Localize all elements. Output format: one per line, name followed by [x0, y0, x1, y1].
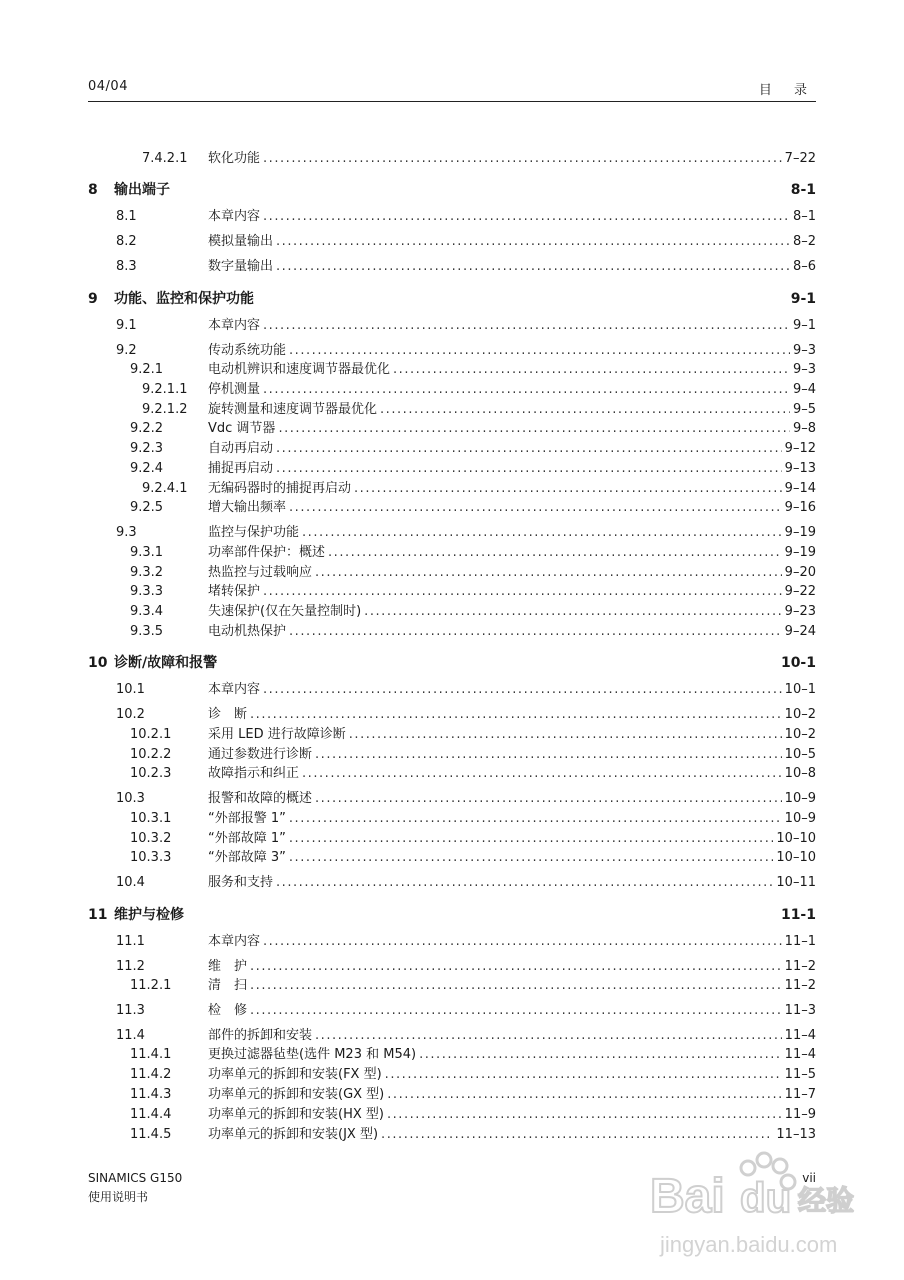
toc-entry-number: 11.3 — [116, 1003, 145, 1018]
toc-entry-number: 11.4 — [116, 1028, 145, 1043]
toc-section-row[interactable] — [0, 830, 904, 848]
toc-page-number: 9–16 — [784, 500, 816, 515]
toc-entry-title: 通过参数进行诊断 — [208, 747, 313, 762]
toc-page-number: 9–23 — [784, 604, 816, 619]
toc-page-number: 10-1 — [780, 655, 816, 671]
footer-page-number: vii — [802, 1171, 816, 1185]
toc-page-number: 11–7 — [784, 1087, 816, 1102]
toc-dot-leader — [315, 1027, 782, 1045]
toc-section-row[interactable] — [0, 460, 904, 478]
toc-section-row[interactable] — [0, 524, 904, 542]
toc-entry-number: 8.1 — [116, 209, 137, 224]
toc-dot-leader — [263, 208, 790, 226]
toc-entry-number: 10.2.3 — [130, 766, 172, 781]
toc-section-row[interactable] — [0, 401, 904, 419]
footer-product: SINAMICS G150 — [88, 1171, 183, 1185]
toc-dot-leader — [289, 623, 782, 641]
toc-entry-title: 功率单元的拆卸和安装(FX 型) — [208, 1067, 382, 1082]
toc-chapter-row[interactable] — [0, 905, 904, 925]
toc-entry-title: 本章内容 — [208, 934, 261, 949]
toc-section-row[interactable] — [0, 977, 904, 995]
toc-chapter-row[interactable] — [0, 289, 904, 309]
toc-entry-number: 9.2.4.1 — [142, 481, 188, 496]
toc-entry-number: 7.4.2.1 — [142, 151, 188, 166]
toc-page-number: 9–8 — [792, 421, 816, 436]
toc-entry-title: 旋转测量和速度调节器最优化 — [208, 402, 378, 417]
toc-dot-leader — [250, 977, 782, 995]
toc-dot-leader — [387, 1106, 782, 1124]
toc-page-number: 9–1 — [792, 318, 816, 333]
toc-entry-number: 9.2.2 — [130, 421, 164, 436]
toc-entry-title: 停机测量 — [208, 382, 261, 397]
toc-entry-number: 11.2.1 — [130, 978, 172, 993]
toc-entry-number: 9.2.1.1 — [142, 382, 188, 397]
toc-entry-number: 9.2.1 — [130, 362, 164, 377]
toc-entry-number: 10.3.3 — [130, 850, 172, 865]
toc-entry-title: 电动机辨识和速度调节器最优化 — [208, 362, 391, 377]
toc-page-number: 10–1 — [784, 682, 816, 697]
toc-dot-leader — [250, 958, 782, 976]
toc-dot-leader — [263, 150, 782, 168]
toc-section-row[interactable] — [0, 603, 904, 621]
toc-entry-number: 9.3.4 — [130, 604, 164, 619]
toc-section-row[interactable] — [0, 1002, 904, 1020]
toc-dot-leader — [276, 440, 782, 458]
toc-page-number: 10–10 — [776, 831, 816, 846]
toc-dot-leader — [289, 342, 790, 360]
toc-dot-leader — [387, 1086, 781, 1104]
toc-entry-title: 无编码器时的捕捉再启动 — [208, 481, 352, 496]
toc-section-row[interactable] — [0, 208, 904, 226]
toc-dot-leader — [302, 524, 782, 542]
toc-entry-number: 11 — [88, 907, 108, 923]
toc-entry-title: 报警和故障的概述 — [208, 791, 313, 806]
toc-entry-title: 本章内容 — [208, 318, 261, 333]
toc-entry-number: 9.1 — [116, 318, 137, 333]
toc-page-number: 8–1 — [792, 209, 816, 224]
toc-page-number: 10–9 — [784, 791, 816, 806]
toc-entry-number: 11.2 — [116, 959, 145, 974]
toc-page-number: 10–11 — [776, 875, 816, 890]
toc-entry-title: 失速保护(仅在矢量控制时) — [208, 604, 362, 619]
toc-section-row[interactable] — [0, 1046, 904, 1064]
toc-section-row[interactable] — [0, 874, 904, 892]
toc-dot-leader — [276, 233, 790, 251]
toc-dot-leader — [278, 420, 790, 438]
toc-entry-number: 9 — [88, 291, 98, 307]
toc-dot-leader — [302, 765, 782, 783]
toc-page-number: 10–8 — [784, 766, 816, 781]
toc-dot-leader — [354, 480, 782, 498]
toc-entry-number: 9.3.1 — [130, 545, 164, 560]
toc-page-number: 10–2 — [784, 727, 816, 742]
toc-section-row[interactable] — [0, 342, 904, 360]
toc-dot-leader — [263, 933, 782, 951]
toc-entry-number: 8 — [88, 182, 98, 198]
toc-section-row[interactable] — [0, 706, 904, 724]
toc-entry-title: 输出端子 — [114, 182, 170, 198]
toc-entry-title: 捕捉再启动 — [208, 461, 274, 476]
toc-section-row[interactable] — [0, 480, 904, 498]
toc-section-row[interactable] — [0, 1027, 904, 1045]
watermark-url: jingyan.baidu.com — [660, 1232, 838, 1257]
toc-entry-number: 11.4.3 — [130, 1087, 172, 1102]
toc-section-row[interactable] — [0, 1066, 904, 1084]
baidu-jingyan-watermark — [630, 1140, 865, 1265]
toc-entry-title: Vdc 调节器 — [208, 421, 276, 436]
toc-section-row[interactable] — [0, 440, 904, 458]
toc-page-number: 8-1 — [790, 182, 816, 198]
toc-page-number: 9–19 — [784, 525, 816, 540]
toc-entry-number: 9.3 — [116, 525, 137, 540]
toc-entry-title: “外部报警 1” — [208, 811, 286, 826]
toc-page-number: 9–3 — [792, 343, 816, 358]
toc-dot-leader — [276, 874, 773, 892]
watermark-brand: Bai — [650, 1170, 725, 1223]
toc-entry-number: 9.2.1.2 — [142, 402, 188, 417]
toc-dot-leader — [276, 258, 790, 276]
toc-entry-number: 11.4.1 — [130, 1047, 172, 1062]
toc-section-row[interactable] — [0, 726, 904, 744]
toc-page-number: 8–2 — [792, 234, 816, 249]
toc-entry-number: 10.3 — [116, 791, 145, 806]
toc-entry-number: 10 — [88, 655, 108, 671]
toc-dot-leader — [250, 1002, 782, 1020]
toc-section-row[interactable] — [0, 499, 904, 517]
toc-entry-title: 电动机热保护 — [208, 624, 287, 639]
toc-page-number: 10–5 — [784, 747, 816, 762]
toc-section-row[interactable] — [0, 233, 904, 251]
toc-entry-title: 自动再启动 — [208, 441, 274, 456]
toc-dot-leader — [289, 849, 774, 867]
toc-section-row[interactable] — [0, 810, 904, 828]
toc-page-number: 11–3 — [784, 1003, 816, 1018]
header-section-title: 目 录 — [758, 83, 816, 98]
toc-section-row[interactable] — [0, 958, 904, 976]
toc-entry-number: 8.2 — [116, 234, 137, 249]
toc-page-number: 7–22 — [784, 151, 816, 166]
toc-page-number: 9–4 — [792, 382, 816, 397]
toc-entry-number: 10.3.2 — [130, 831, 172, 846]
toc-entry-title: “外部故障 3” — [208, 850, 286, 865]
toc-entry-title: 维护与检修 — [114, 907, 184, 923]
toc-entry-title: 堵转保护 — [208, 584, 261, 599]
toc-entry-title: 功率部件保护：概述 — [208, 545, 326, 560]
toc-entry-number: 9.2.4 — [130, 461, 164, 476]
toc-entry-number: 9.3.2 — [130, 565, 164, 580]
toc-entry-title: 更换过滤器毡垫(选件 M23 和 M54) — [208, 1047, 417, 1062]
toc-entry-title: 软化功能 — [208, 151, 261, 166]
toc-section-row[interactable] — [0, 765, 904, 783]
toc-entry-number: 10.2.1 — [130, 727, 172, 742]
toc-page-number: 11-1 — [780, 907, 816, 923]
toc-entry-number: 11.4.2 — [130, 1067, 172, 1082]
toc-page-number: 11–2 — [784, 978, 816, 993]
toc-entry-title: 故障指示和纠正 — [208, 766, 300, 781]
toc-dot-leader — [289, 810, 782, 828]
toc-entry-number: 11.1 — [116, 934, 145, 949]
watermark-brand-du: du — [740, 1174, 792, 1221]
toc-section-row[interactable] — [0, 564, 904, 582]
footer-doc-title: 使用说明书 — [88, 1190, 149, 1204]
toc-entry-title: 采用 LED 进行故障诊断 — [208, 727, 346, 742]
toc-section-row[interactable] — [0, 849, 904, 867]
toc-entry-title: 功率单元的拆卸和安装(GX 型) — [208, 1087, 385, 1102]
toc-section-row[interactable] — [0, 583, 904, 601]
toc-dot-leader — [349, 726, 782, 744]
toc-dot-leader — [289, 830, 774, 848]
toc-section-row[interactable] — [0, 361, 904, 379]
toc-section-row[interactable] — [0, 317, 904, 335]
toc-entry-number: 9.2 — [116, 343, 137, 358]
toc-dot-leader — [380, 401, 790, 419]
toc-entry-number: 10.2 — [116, 707, 145, 722]
toc-section-row[interactable] — [0, 381, 904, 399]
toc-page-number: 9–14 — [784, 481, 816, 496]
toc-dot-leader — [315, 746, 782, 764]
toc-entry-title: 检 修 — [208, 1003, 248, 1018]
toc-page-number: 9–3 — [792, 362, 816, 377]
toc-entry-title: 监控与保护功能 — [208, 525, 300, 540]
toc-entry-title: “外部故障 1” — [208, 831, 286, 846]
toc-dot-leader — [289, 499, 782, 517]
toc-chapter-row[interactable] — [0, 180, 904, 200]
toc-entry-title: 数字量输出 — [208, 259, 274, 274]
toc-entry-number: 9.3.5 — [130, 624, 164, 639]
toc-entry-title: 热监控与过载响应 — [208, 565, 313, 580]
toc-entry-number: 10.2.2 — [130, 747, 172, 762]
toc-entry-title: 清 扫 — [208, 978, 248, 993]
toc-entry-title: 维 护 — [208, 959, 248, 974]
toc-entry-title: 增大输出频率 — [208, 500, 287, 515]
toc-dot-leader — [315, 790, 782, 808]
toc-dot-leader — [263, 583, 782, 601]
toc-entry-title: 传动系统功能 — [208, 343, 287, 358]
toc-page-number: 9-1 — [790, 291, 816, 307]
toc-entry-title: 部件的拆卸和安装 — [208, 1028, 313, 1043]
toc-page-number: 11–9 — [784, 1107, 816, 1122]
toc-entry-title: 功率单元的拆卸和安装(JX 型) — [208, 1127, 379, 1142]
toc-dot-leader — [328, 544, 782, 562]
toc-section-row[interactable] — [0, 933, 904, 951]
toc-page-number: 9–20 — [784, 565, 816, 580]
toc-dot-leader — [250, 706, 782, 724]
toc-dot-leader — [393, 361, 790, 379]
toc-dot-leader — [315, 564, 782, 582]
toc-page-number: 9–5 — [792, 402, 816, 417]
toc-entry-title: 功率单元的拆卸和安装(HX 型) — [208, 1107, 384, 1122]
toc-dot-leader — [263, 681, 782, 699]
toc-section-row[interactable] — [0, 623, 904, 641]
toc-page-number: 11–1 — [784, 934, 816, 949]
toc-page-number: 11–13 — [776, 1127, 816, 1142]
toc-dot-leader — [276, 460, 782, 478]
toc-entry-number: 9.2.5 — [130, 500, 164, 515]
toc-page-number: 10–9 — [784, 811, 816, 826]
toc-section-row[interactable] — [0, 150, 904, 168]
toc-dot-leader — [419, 1046, 782, 1064]
toc-entry-number: 10.4 — [116, 875, 145, 890]
toc-dot-leader — [385, 1066, 782, 1084]
toc-section-row[interactable] — [0, 1106, 904, 1124]
toc-page-number: 11–4 — [784, 1047, 816, 1062]
toc-page-number: 11–5 — [784, 1067, 816, 1082]
toc-section-row[interactable] — [0, 420, 904, 438]
toc-dot-leader — [263, 381, 790, 399]
toc-entry-number: 9.2.3 — [130, 441, 164, 456]
toc-page-number: 10–2 — [784, 707, 816, 722]
toc-entry-number: 9.3.3 — [130, 584, 164, 599]
toc-section-row[interactable] — [0, 258, 904, 276]
toc-page-number: 11–4 — [784, 1028, 816, 1043]
toc-page-number: 9–12 — [784, 441, 816, 456]
toc-entry-title: 诊 断 — [208, 707, 248, 722]
toc-entry-title: 诊断/故障和报警 — [114, 655, 218, 671]
toc-page-number: 11–2 — [784, 959, 816, 974]
toc-page-number: 9–22 — [784, 584, 816, 599]
toc-entry-number: 11.4.4 — [130, 1107, 172, 1122]
header-date: 04/04 — [88, 79, 128, 94]
toc-entry-number: 10.3.1 — [130, 811, 172, 826]
toc-dot-leader — [364, 603, 782, 621]
toc-page-number: 9–13 — [784, 461, 816, 476]
toc-entry-title: 功能、监控和保护功能 — [114, 291, 254, 307]
toc-section-row[interactable] — [0, 746, 904, 764]
toc-entry-title: 本章内容 — [208, 682, 261, 697]
toc-entry-title: 模拟量输出 — [208, 234, 274, 249]
toc-entry-number: 11.4.5 — [130, 1127, 172, 1142]
toc-entry-title: 服务和支持 — [208, 875, 274, 890]
toc-section-row[interactable] — [0, 1086, 904, 1104]
toc-section-row[interactable] — [0, 544, 904, 562]
toc-page-number: 8–6 — [792, 259, 816, 274]
toc-chapter-row[interactable] — [0, 653, 904, 673]
toc-page-number: 10–10 — [776, 850, 816, 865]
toc-entry-number: 8.3 — [116, 259, 137, 274]
toc-section-row[interactable] — [0, 681, 904, 699]
toc-page-number: 9–19 — [784, 545, 816, 560]
toc-entry-title: 本章内容 — [208, 209, 261, 224]
toc-section-row[interactable] — [0, 790, 904, 808]
toc-page-number: 9–24 — [784, 624, 816, 639]
watermark-cn: 经验 — [798, 1184, 855, 1217]
toc-dot-leader — [263, 317, 790, 335]
toc-entry-number: 10.1 — [116, 682, 145, 697]
